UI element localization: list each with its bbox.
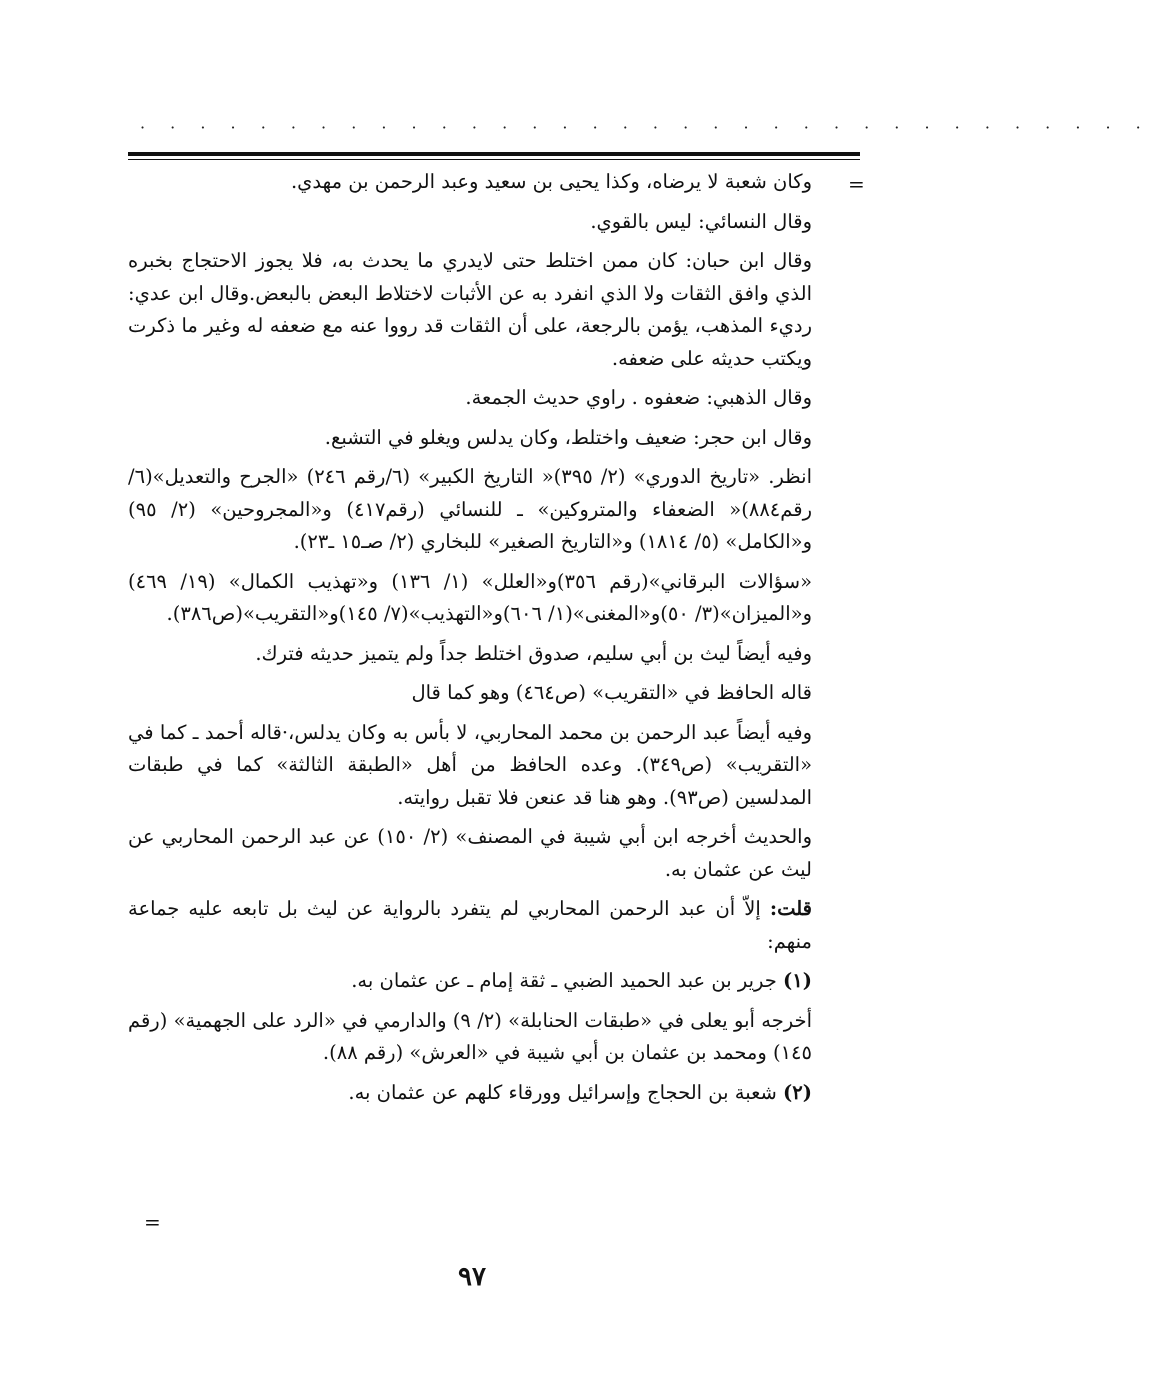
paragraph: انظر. «تاريخ الدوري» (٢/ ٣٩٥)« التاريخ الكبير» (٦/رقم ٢٤٦) «الجرح والتعديل»(٦/رقم٨٨٤)« الضعفاء والمتروكين» ـ للنسائي (رقم٤١٧) و«المجروحين» (٢/ ٩٥) و«الكامل» (٥/ ١٨١٤) و«التاريخ الصغير» للبخاري (٢/ صـ١٥ ـ٢٣). [128, 465, 812, 553]
list-item [128, 1077, 812, 1110]
header-dots: · · · · · · · · · · · · · · · · · · · · · · · · · · · · · · · · · · [140, 118, 1151, 137]
paragraph: والحديث أخرجه ابن أبي شيبة في المصنف» (٢/ ١٥٠) عن عبد الرحمن المحاربي عن ليث عن عثمان به. [128, 825, 812, 881]
list-item [128, 1005, 812, 1070]
list-item [128, 965, 812, 998]
paragraph: وقال ابن حبان: كان ممن اختلط حتى لايدري ما يحدث به، فلا يجوز الاحتجاج بخبره الذي وافق الثقات ولا الذي انفرد به عن الأثبات لاختلاط البعض بالبعض.وقال ابن عدي: رديء المذهب، يؤمن بالرجعة، على أن الثقات قد رووا عنه مع ضعفه له وغير ما ذكرت ويكتب حديثه على ضعفه. [128, 249, 812, 370]
item-text: أخرجه أبو يعلى في «طبقات الحنابلة» (٢/ ٩) والدارمي في «الرد على الجهمية» (رقم ١٤٥) ومحمد بن عثمان بن أبي شيبة في «العرش» (رقم ٨٨). [128, 1008, 812, 1064]
item-number: (١) [783, 969, 812, 992]
header-rule-thick [128, 152, 860, 156]
paragraph: وقال الذهبي: ضعفوه . راوي حديث الجمعة. [465, 386, 812, 409]
paragraph: وكان شعبة لا يرضاه، وكذا يحيى بن سعيد وعبد الرحمن بن مهدي. [290, 170, 812, 193]
item-number: (٢) [783, 1080, 812, 1104]
qult-paragraph [128, 893, 812, 958]
qult-label: قلت: [769, 897, 812, 920]
continuation-mark-top: = [848, 172, 865, 196]
paragraph: وقال ابن حجر: ضعيف واختلط، وكان يدلس ويغلو في التشبع. [324, 425, 812, 449]
paragraph: قاله الحافظ في «التقريب» (ص٤٦٤) وهو كما قال [411, 681, 812, 704]
paragraph: وقال النسائي: ليس بالقوي. [590, 209, 812, 233]
main-text [128, 166, 812, 1116]
item-text: شعبة بن الحجاج وإسرائيل وورقاء كلهم عن عثمان به. [348, 1080, 784, 1104]
item-text: جرير بن عبد الحميد الضبي ـ ثقة إمام ـ عن عثمان به. [351, 969, 784, 992]
paragraph: وفيه أيضاً عبد الرحمن بن محمد المحاربي، لا بأس به وكان يدلس،·قاله أحمد ـ كما في «التقريب» (ص٣٤٩). وعده الحافظ من أهل «الطبقة الثالثة» كما في طبقات المدلسين (ص٩٣). وهو هنا قد عنعن فلا تقبل روايته. [128, 720, 812, 809]
header-rule-thin [128, 159, 860, 160]
qult-text: إلاّ أن عبد الرحمن المحاربي لم يتفرد بالرواية عن ليث بل تابعه عليه جماعة منهم: [128, 897, 812, 953]
continuation-mark-bottom: = [144, 1210, 161, 1234]
paragraph: وفيه أيضاً ليث بن أبي سليم، صدوق اختلط جداً ولم يتميز حديثه فترك. [255, 641, 812, 665]
paragraph: «سؤالات البرقاني»(رقم ٣٥٦)و«العلل» (١/ ١٣٦) و«تهذيب الكمال» (١٩/ ٤٦٩) و«الميزان»(٣/ ٥٠)و«المغنى»(١/ ٦٠٦)و«التهذيب»(٧/ ١٤٥)و«التقريب»(ص٣٨٦). [128, 569, 812, 625]
page-number: ٩٧ [458, 1262, 486, 1292]
